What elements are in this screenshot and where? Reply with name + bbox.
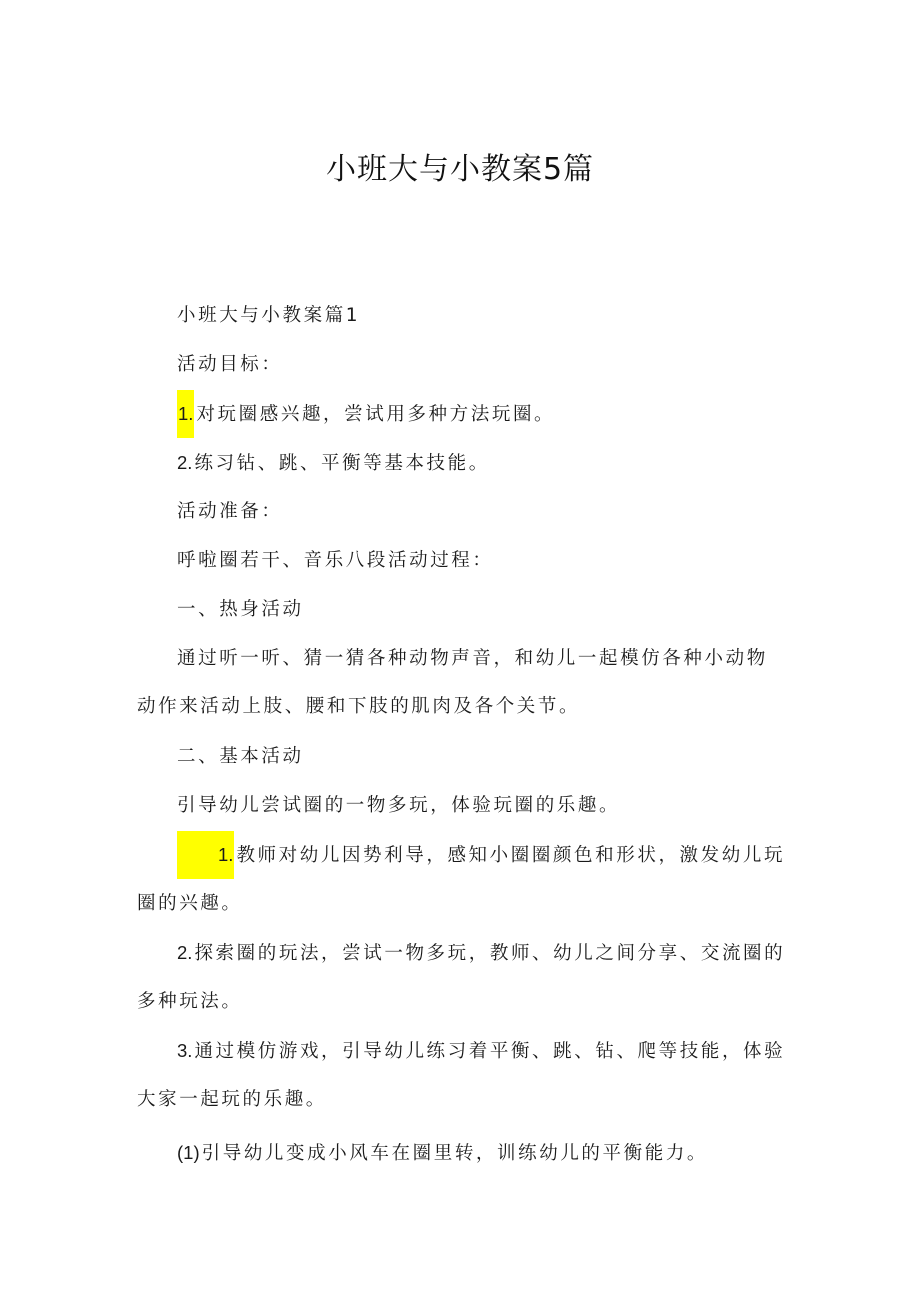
item-number: (1) (177, 1142, 200, 1163)
basic-activity-heading: 二、基本活动 (177, 746, 304, 767)
goal-item-1-text: 对玩圈感兴趣，尝试用多种方法玩圈。 (196, 404, 556, 425)
substep-1-paragraph (177, 1129, 827, 1178)
activity-prep-label: 活动准备： (177, 501, 283, 522)
section-heading-1: 小班大与小教案篇1 (177, 305, 361, 326)
goal-item-1 (177, 390, 827, 439)
document-title: 小班大与小教案5篇 (325, 152, 595, 187)
goal-item-2-text: 练习钻、跳、平衡等基本技能。 (194, 453, 490, 474)
step-3-text: 通过模仿游戏，引导幼儿练习着平衡、跳、钻、爬等技能，体验大家一起玩的乐趣。 (137, 1041, 786, 1110)
item-number: 3. (177, 1040, 193, 1061)
step-1-paragraph (137, 831, 787, 928)
warmup-paragraph: 通过听一听、猜一猜各种动物声音，和幼儿一起模仿各种小动物动作来活动上肢、腰和下肢的肌肉及各个关节。 (137, 648, 768, 717)
basic-activity-intro: 引导幼儿尝试圈的一物多玩，体验玩圈的乐趣。 (177, 795, 621, 816)
warmup-heading: 一、热身活动 (177, 599, 304, 620)
step-2-text: 探索圈的玩法，尝试一物多玩，教师、幼儿之间分享、交流圈的多种玩法。 (137, 943, 786, 1012)
step-1-text: 教师对幼儿因势利导，感知小圈圈颜色和形状，激发幼儿玩圈的兴趣。 (137, 845, 786, 914)
highlighted-number: 1. (177, 831, 234, 879)
item-number: 2. (177, 942, 193, 963)
substep-1-text: 引导幼儿变成小风车在圈里转，训练幼儿的平衡能力。 (201, 1143, 709, 1164)
item-number: 2. (177, 452, 193, 473)
activity-goals-label: 活动目标： (177, 354, 283, 375)
prep-materials: 呼啦圈若干、音乐八段活动过程： (177, 550, 494, 571)
highlighted-number: 1. (177, 390, 194, 438)
goal-item-2 (177, 439, 827, 488)
step-2-paragraph (137, 929, 787, 1026)
step-3-paragraph (137, 1027, 787, 1124)
